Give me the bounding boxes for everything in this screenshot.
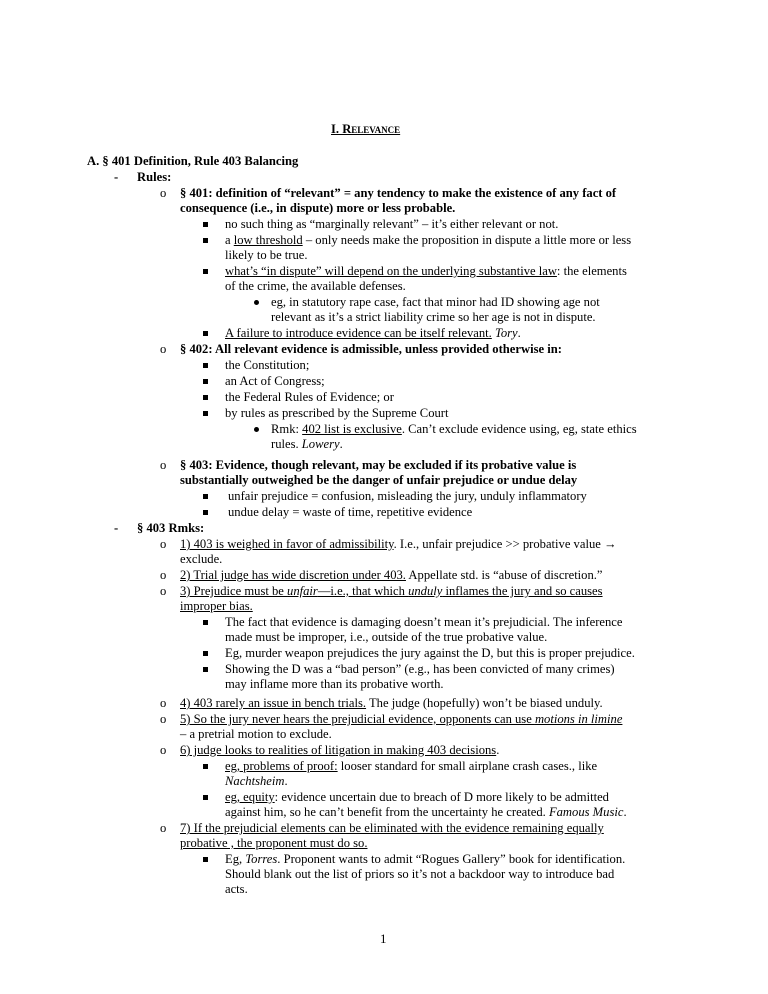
remark-item-cont: improper bias.	[180, 599, 253, 613]
square-bullet	[203, 379, 208, 384]
remark-subpoint: The fact that evidence is damaging doesn’t mean it’s prejudicial. The inference	[225, 615, 623, 629]
rule-401-point: A failure to introduce evidence can be itself relevant. Tory.	[225, 326, 521, 340]
circle-bullet: o	[160, 584, 167, 598]
rule-403-point: unfair prejudice = confusion, misleading the jury, unduly inflammatory	[228, 489, 587, 503]
rule-403-heading: § 403: Evidence, though relevant, may be excluded if its probative value is	[180, 458, 577, 472]
page-title: I. Relevance	[331, 122, 401, 136]
rule-402-item: an Act of Congress;	[225, 374, 325, 388]
circle-bullet: o	[160, 568, 167, 582]
round-bullet	[254, 300, 259, 305]
page-number: 1	[380, 931, 387, 946]
square-bullet	[203, 795, 208, 800]
circle-bullet: o	[160, 458, 167, 472]
remark-subpoint: eg, equity: evidence uncertain due to breach of D more likely to be admitted	[225, 790, 609, 804]
square-bullet	[203, 331, 208, 336]
remark-item-cont: exclude.	[180, 552, 223, 566]
square-bullet	[203, 238, 208, 243]
round-bullet	[254, 427, 259, 432]
circle-bullet: o	[160, 821, 167, 835]
square-bullet	[203, 222, 208, 227]
rule-401-point: what’s “in dispute” will depend on the underlying substantive law: the elements	[225, 264, 627, 278]
rule-401-heading: § 401: definition of “relevant” = any tendency to make the existence of any fact of	[180, 186, 617, 200]
rule-403-heading-cont: substantially outweighed be the danger of unfair prejudice or undue delay	[180, 473, 578, 487]
remark-item: 7) If the prejudicial elements can be eliminated with the evidence remaining equally	[180, 821, 604, 835]
remark-item: 3) Prejudice must be unfair—i.e., that which unduly inflames the jury and so causes	[180, 584, 603, 598]
circle-bullet: o	[160, 696, 167, 710]
rule-402-remark-cont: rules. Lowery.	[271, 437, 343, 451]
square-bullet	[203, 667, 208, 672]
square-bullet	[203, 395, 208, 400]
rule-401-example: eg, in statutory rape case, fact that minor had ID showing age not	[271, 295, 600, 309]
remark-subpoint: Eg, Torres. Proponent wants to admit “Rogues Gallery” book for identification.	[225, 852, 626, 866]
rule-402-item: by rules as prescribed by the Supreme Court	[225, 406, 449, 420]
rule-401-example-cont: relevant as it’s a strict liability crime so her age is not in dispute.	[271, 310, 596, 324]
remark-subpoint-cont: made must be improper, i.e., outside of the true probative value.	[225, 630, 548, 644]
circle-bullet: o	[160, 743, 167, 757]
remark-subpoint-cont: against him, so he can’t benefit from the uncertainty he created. Famous Music.	[225, 805, 627, 819]
remark-item: 5) So the jury never hears the prejudicial evidence, opponents can use motions in limine	[180, 712, 623, 726]
rule-402-heading: § 402: All relevant evidence is admissible, unless provided otherwise in:	[180, 342, 562, 356]
circle-bullet: o	[160, 186, 167, 200]
remark-subpoint: Showing the D was a “bad person” (e.g., has been convicted of many crimes)	[225, 662, 615, 676]
dash-marker: -	[114, 170, 119, 184]
dash-marker: -	[114, 521, 119, 535]
rule-401-heading-cont: consequence (i.e., in dispute) more or less probable.	[180, 201, 456, 215]
rule-401-point-cont: of the crime, the available defenses.	[225, 279, 406, 293]
remark-item: 1) 403 is weighed in favor of admissibility. I.e., unfair prejudice >> probative value →	[180, 537, 617, 551]
square-bullet	[203, 857, 208, 862]
remark-item: 2) Trial judge has wide discretion under 403. Appellate std. is “abuse of discretion.”	[180, 568, 603, 582]
remark-item-cont: – a pretrial motion to exclude.	[180, 727, 332, 741]
circle-bullet: o	[160, 712, 167, 726]
remark-item: 6) judge looks to realities of litigation in making 403 decisions.	[180, 743, 500, 757]
remark-subpoint-cont: acts.	[225, 882, 248, 896]
square-bullet	[203, 363, 208, 368]
rule-402-remark: Rmk: 402 list is exclusive. Can’t exclude evidence using, eg, state ethics	[271, 422, 637, 436]
remark-item-cont: probative , the proponent must do so.	[180, 836, 368, 850]
square-bullet	[203, 269, 208, 274]
square-bullet	[203, 411, 208, 416]
remark-subpoint-cont: Nachtsheim.	[225, 774, 288, 788]
circle-bullet: o	[160, 342, 167, 356]
square-bullet	[203, 494, 208, 499]
rule-402-item: the Federal Rules of Evidence; or	[225, 390, 394, 404]
remark-subpoint-cont: may inflame more than its probative worth.	[225, 677, 444, 691]
square-bullet	[203, 510, 208, 515]
rule-401-point-cont: likely to be true.	[225, 248, 308, 262]
circle-bullet: o	[160, 537, 167, 551]
rule-401-point: no such thing as “marginally relevant” – it’s either relevant or not.	[225, 217, 559, 231]
square-bullet	[203, 620, 208, 625]
remark-item: 4) 403 rarely an issue in bench trials. The judge (hopefully) won’t be biased unduly.	[180, 696, 603, 710]
rule-401-point: a low threshold – only needs make the proposition in dispute a little more or less	[225, 233, 632, 247]
square-bullet	[203, 764, 208, 769]
rule-402-item: the Constitution;	[225, 358, 310, 372]
rmks-label: § 403 Rmks:	[137, 521, 205, 535]
rule-403-point: undue delay = waste of time, repetitive evidence	[228, 505, 473, 519]
section-a-heading: A. § 401 Definition, Rule 403 Balancing	[87, 154, 299, 168]
remark-subpoint: Eg, murder weapon prejudices the jury against the D, but this is proper prejudice.	[225, 646, 635, 660]
remark-subpoint: eg, problems of proof: looser standard for small airplane crash cases., like	[225, 759, 598, 773]
remark-subpoint-cont: Should blank out the list of priors so it’s not a backdoor way to introduce bad	[225, 867, 615, 881]
square-bullet	[203, 651, 208, 656]
rules-label: Rules:	[137, 170, 172, 184]
